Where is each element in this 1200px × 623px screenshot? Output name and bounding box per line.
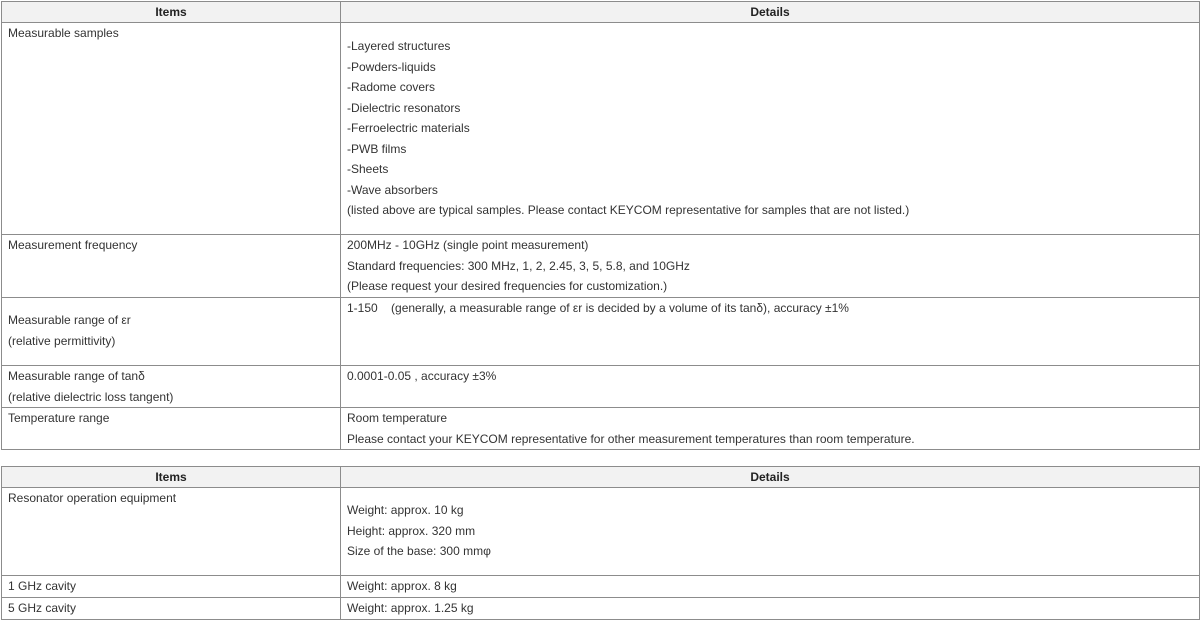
details-cell bbox=[341, 23, 1200, 235]
header-details: Details bbox=[341, 2, 1200, 23]
table-row bbox=[2, 408, 1200, 450]
detail-line: Room temperature bbox=[347, 411, 448, 425]
item-label: Temperature range bbox=[8, 411, 110, 425]
item-label: Measurement frequency bbox=[8, 238, 138, 252]
table-row bbox=[2, 598, 1200, 620]
detail-line: -Radome covers bbox=[347, 80, 436, 94]
table-header-row bbox=[2, 467, 1200, 488]
item-label: Measurable samples bbox=[8, 26, 119, 40]
detail-line: -Ferroelectric materials bbox=[347, 121, 470, 135]
item-cell bbox=[2, 366, 341, 408]
table-row bbox=[2, 298, 1200, 366]
detail-line: Weight: approx. 8 kg bbox=[347, 579, 457, 593]
detail-line: 200MHz - 10GHz (single point measurement) bbox=[347, 238, 589, 252]
detail-line: -Wave absorbers bbox=[347, 182, 438, 197]
table-row bbox=[2, 576, 1200, 598]
detail-line: (Please request your desired frequencies for customization.) bbox=[347, 279, 668, 293]
table-row bbox=[2, 366, 1200, 408]
detail-line: Height: approx. 320 mm bbox=[347, 523, 476, 538]
item-cell bbox=[2, 488, 341, 576]
item-label: (relative permittivity) bbox=[8, 333, 116, 348]
header-items: Items bbox=[2, 467, 341, 488]
detail-line: Standard frequencies: 300 MHz, 1, 2, 2.45, 3, 5, 5.8, and 10GHz bbox=[347, 258, 690, 273]
item-cell bbox=[2, 408, 341, 450]
detail-line: Please contact your KEYCOM representative for other measurement temperatures than room temperature. bbox=[347, 431, 915, 446]
item-cell bbox=[2, 576, 341, 598]
item-cell bbox=[2, 298, 341, 366]
details-cell bbox=[341, 576, 1200, 598]
detail-line: Weight: approx. 1.25 kg bbox=[347, 601, 474, 615]
details-cell bbox=[341, 408, 1200, 450]
item-cell bbox=[2, 235, 341, 298]
details-cell bbox=[341, 235, 1200, 298]
item-label: Measurable range of εr bbox=[8, 313, 131, 327]
detail-line: -Powders-liquids bbox=[347, 59, 436, 74]
details-cell bbox=[341, 598, 1200, 620]
details-cell bbox=[341, 366, 1200, 408]
item-label: (relative dielectric loss tangent) bbox=[8, 389, 174, 404]
detail-line: -Sheets bbox=[347, 162, 389, 176]
detail-line: Size of the base: 300 mmφ bbox=[347, 544, 491, 558]
header-details: Details bbox=[341, 467, 1200, 488]
detail-line: -Dielectric resonators bbox=[347, 100, 461, 115]
item-cell bbox=[2, 23, 341, 235]
table-row bbox=[2, 23, 1200, 235]
details-cell bbox=[341, 488, 1200, 576]
item-label: Measurable range of tanδ bbox=[8, 369, 145, 383]
item-label: 1 GHz cavity bbox=[8, 579, 77, 593]
detail-line: -Layered structures bbox=[347, 39, 451, 53]
table-header-row bbox=[2, 2, 1200, 23]
detail-line: -PWB films bbox=[347, 141, 407, 156]
detail-line: (listed above are typical samples. Please contact KEYCOM representative for samples that are not listed.) bbox=[347, 203, 910, 217]
spec-table-measurement bbox=[1, 1, 1200, 450]
table-row bbox=[2, 488, 1200, 576]
detail-line: 0.0001-0.05 , accuracy ±3% bbox=[347, 369, 497, 383]
item-label: Resonator operation equipment bbox=[8, 491, 177, 505]
details-cell bbox=[341, 298, 1200, 366]
header-items: Items bbox=[2, 2, 341, 23]
detail-line: 1-150 (generally, a measurable range of εr is decided by a volume of its tanδ), accuracy ±1% bbox=[347, 301, 849, 315]
item-label: 5 GHz cavity bbox=[8, 601, 77, 615]
table-row bbox=[2, 235, 1200, 298]
item-cell bbox=[2, 598, 341, 620]
detail-line: Weight: approx. 10 kg bbox=[347, 503, 464, 517]
spec-table-equipment bbox=[1, 466, 1200, 620]
